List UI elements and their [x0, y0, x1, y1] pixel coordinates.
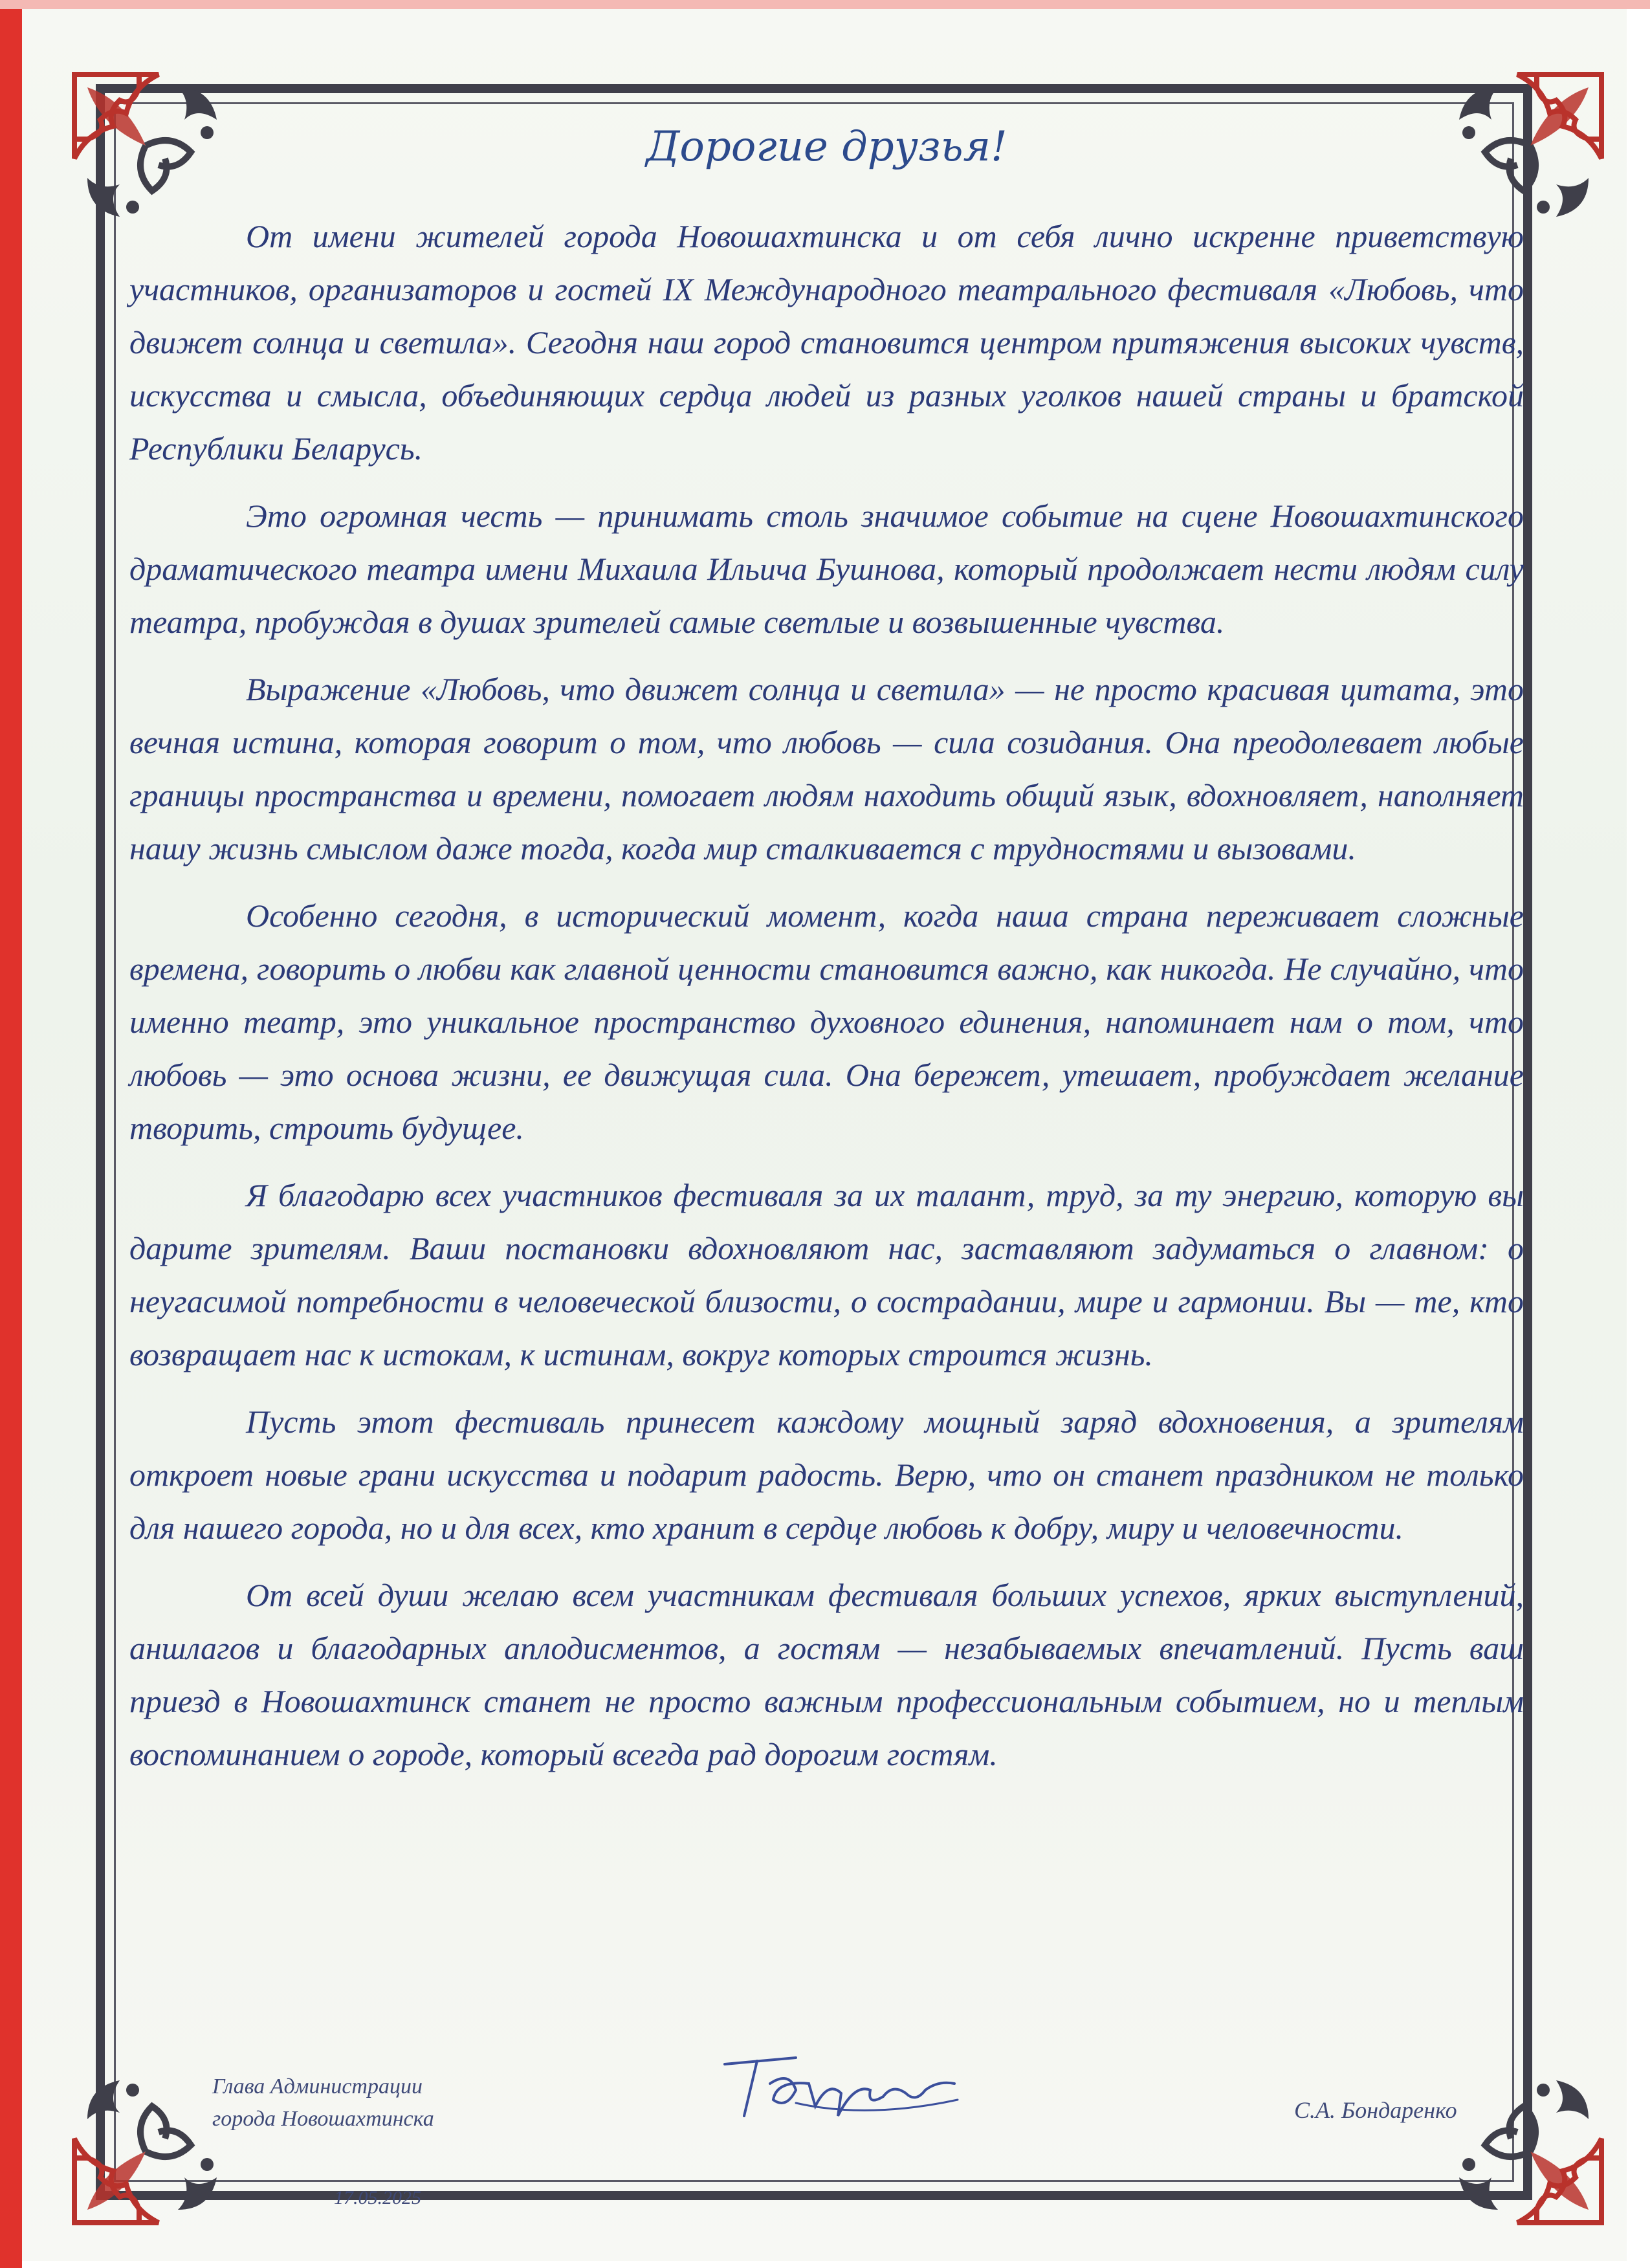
paragraph: Выражение «Любовь, что движет солнца и светила» — не просто красивая цитата, это вечная истина, которая говорит о том, что любовь — сила созидания. Она преодолевает любые границы пространства и времени, помогает людям находить общий язык, вдохновляет, наполняет нашу жизнь смыслом даже тогда, когда мир сталкивается с трудностями и вызовами.	[129, 671, 1524, 866]
letter-date: 17.05.2025	[334, 2187, 421, 2208]
signature-block	[129, 2071, 1524, 2232]
red-edge	[0, 0, 22, 2268]
paragraph: Я благодарю всех участников фестиваля за их талант, труд, за ту энергию, которую вы дарите зрителям. Ваши постановки вдохновляют нас, заставляют задуматься о главном: о неугасимой потребности в человеческой близости, о сострадании, мире и гармонии. Вы — те, кто возвращает нас к истокам, к истинам, вокруг которых строится жизнь.	[129, 1177, 1524, 1372]
red-edge-top	[0, 0, 1650, 9]
paragraph: Особенно сегодня, в исторический момент, когда наша страна переживает сложные времена, говорить о любви как главной ценности становится важно, как никогда. Не случайно, что именно театр, это уникальное пространство духовного единения, напоминает нам о том, что любовь — это основа жизни, ее движущая сила. Она бережет, утешает, пробуждает желание творить, строить будущее.	[129, 897, 1524, 1146]
paragraph: Пусть этот фестиваль принесет каждому мощный заряд вдохновения, а зрителям откроет новые грани искусства и подарит радость. Верю, что он станет праздником не только для нашего города, но и для всех, кто хранит в сердце любовь к добру, миру и человечности.	[129, 1404, 1524, 1546]
position-line: Глава Администрации	[212, 2075, 423, 2098]
paragraph: Это огромная честь — принимать столь значимое событие на сцене Новошахтинского драматического театра имени Михаила Ильича Бушнова, который продолжает нести людям силу театра, пробуждая в душах зрителей самые светлые и возвышенные чувства.	[129, 498, 1524, 640]
letter-paragraphs	[129, 210, 1524, 1781]
paragraph: От имени жителей города Новошахтинска и от себя лично искренне приветствую участников, организаторов и гостей IX Международного театрального фестиваля «Любовь, что движет солнца и светила». Сегодня наш город становится центром притяжения высоких чувств, искусства и смысла, объединяющих сердца людей из разных уголков нашей страны и братской Республики Беларусь.	[129, 218, 1524, 467]
handwritten-signature-icon	[699, 2045, 971, 2135]
position-line: города Новошахтинска	[212, 2107, 434, 2131]
paragraph: От всей души желаю всем участникам фестиваля больших успехов, ярких выступлений, аншлагов и благодарных аплодисментов, а гостям — незабываемых впечатлений. Пусть ваш приезд в Новошахтинск станет не просто важным профессиональным событием, но и теплым воспоминанием о городе, который всегда рад дорогим гостям.	[129, 1577, 1524, 1772]
signer-position	[212, 2071, 434, 2135]
letter-body	[129, 110, 1524, 1795]
signer-name: С.А. Бондаренко	[1294, 2097, 1457, 2123]
letter-title: Дорогие друзья!	[646, 123, 1007, 171]
